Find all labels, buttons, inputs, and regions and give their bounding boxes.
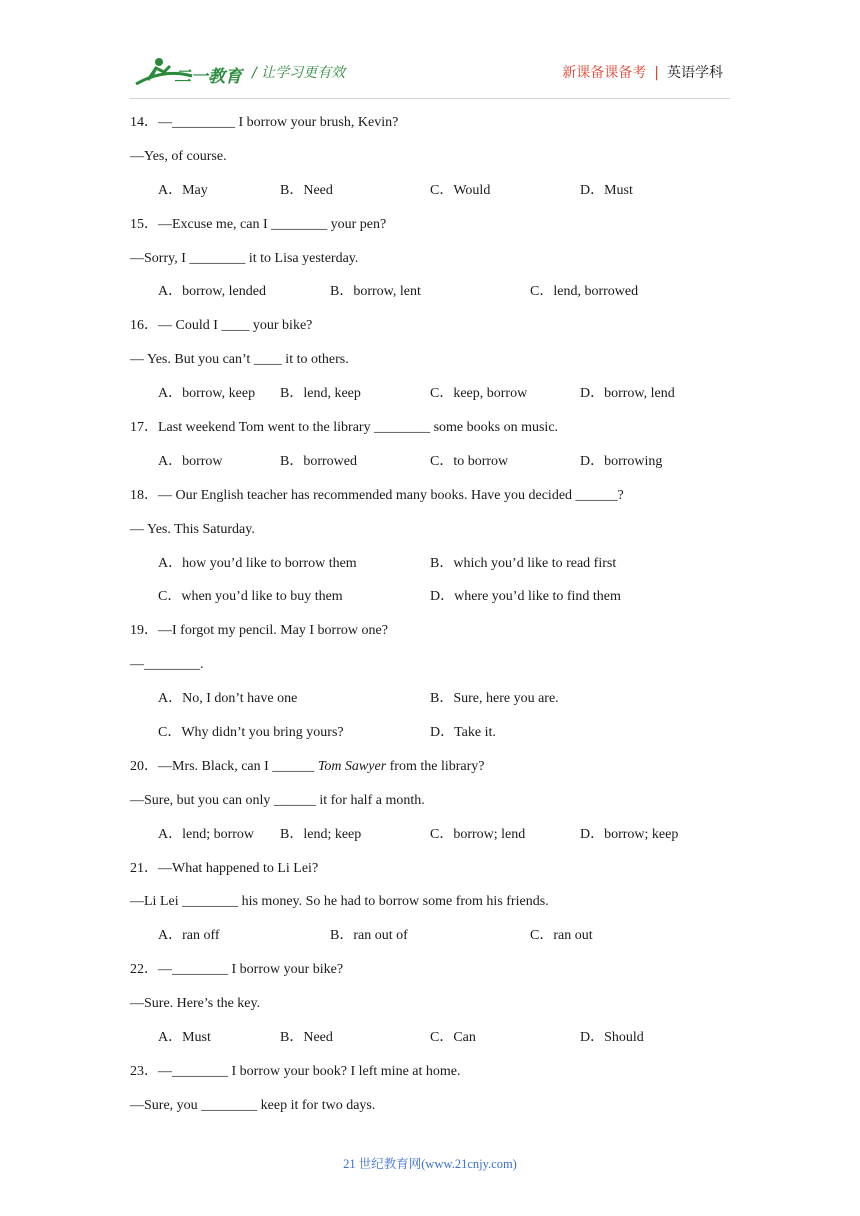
line-text: — Yes. But you can’t ____ it to others. [130,352,349,368]
question-item [130,418,730,486]
logo-icon [134,54,244,90]
line-text: —Sorry, I ________ it to Lisa yesterday. [130,250,359,266]
line-text: 14．—_________ I borrow your brush, Kevin? [130,115,399,130]
answer-option[interactable]: D．borrow, lend [580,386,675,402]
answer-option[interactable]: B．ran out of [330,928,408,944]
answer-option[interactable]: C．ran out [530,928,593,944]
line-text: 20．—Mrs. Black, can I ______ [130,758,318,774]
option-row [130,825,730,859]
answer-option[interactable]: C．lend, borrowed [530,284,639,300]
line-text: 16．— Could I ____ your bike? [130,318,313,334]
option-row [130,1028,730,1062]
question-item [130,215,730,317]
header-separator: | [654,65,659,81]
answer-option[interactable]: C．to borrow [430,453,509,469]
answer-option[interactable]: B．borrow, lent [330,284,421,300]
answer-option[interactable]: C．Can [430,1030,476,1046]
page-footer: 21 世纪教育网(www.21cnjy.com) [343,1157,517,1171]
line-text: 23．—________ I borrow your book? I left mine at home. [130,1063,461,1079]
question-item [130,113,730,215]
question-list [130,113,730,1130]
answer-option[interactable]: A．Must [158,1030,211,1046]
line-text: — Yes. This Saturday. [130,521,255,537]
answer-option[interactable]: B．Sure, here you are. [430,691,559,707]
option-row [130,723,730,757]
question-stem [130,486,730,520]
line-text: —Sure. Here’s the key. [130,996,261,1012]
question-stem [130,418,730,452]
line-text: 15．—Excuse me, can I ________ your pen? [130,216,387,232]
book-title: Tom Sawyer [317,758,387,774]
header-course: 新课备课备考 [562,65,647,81]
answer-option[interactable]: B．borrowed [280,453,357,469]
answer-option[interactable]: A．borrow [158,453,223,469]
line-text: —Yes, of course. [130,148,227,164]
option-row [130,384,730,418]
question-item [130,859,730,961]
question-stem [130,113,730,147]
line-tail: from the library? [386,758,485,774]
answer-option[interactable]: B．Need [280,182,333,198]
page-header [0,0,860,100]
line-text: —Li Lei ________ his money. So he had to borrow some from his friends. [130,894,549,910]
question-stem [130,1062,730,1096]
line-text: 22．—________ I borrow your bike? [130,962,344,978]
header-rule [130,98,730,99]
line-text: 17．Last weekend Tom went to the library ________ some books on music. [130,420,559,436]
question-stem [130,757,730,791]
option-row [130,926,730,960]
answer-option[interactable]: C．borrow; lend [430,826,526,842]
answer-option[interactable]: B．which you’d like to read first [430,555,617,571]
question-item [130,621,730,757]
question-reply [130,249,730,283]
question-reply [130,1096,730,1130]
option-row [130,282,730,316]
answer-option[interactable]: C．when you’d like to buy them [158,589,343,605]
option-row [130,181,730,215]
line-text: 18．— Our English teacher has recommended many books. Have you decided ______? [130,487,624,503]
question-stem [130,621,730,655]
answer-option[interactable]: D．borrowing [580,453,663,469]
question-item [130,757,730,859]
header-subject-name: 英语学科 [667,65,723,81]
question-reply [130,892,730,926]
line-text: 21．—What happened to Li Lei? [130,860,319,876]
answer-option[interactable]: C．keep, borrow [430,386,528,402]
answer-option[interactable]: D．borrow; keep [580,826,679,842]
question-reply [130,655,730,689]
question-stem [130,960,730,994]
option-row [130,689,730,723]
answer-option[interactable]: A．how you’d like to borrow them [158,555,357,571]
answer-option[interactable]: D．Take it. [430,725,496,741]
answer-option[interactable]: D．where you’d like to find them [430,589,621,605]
question-reply [130,147,730,181]
question-stem [130,316,730,350]
answer-option[interactable]: A．ran off [158,928,220,944]
answer-option[interactable]: D．Should [580,1030,644,1046]
question-item [130,316,730,418]
question-stem [130,215,730,249]
answer-option[interactable]: C．Why didn’t you bring yours? [158,725,344,741]
answer-option[interactable]: D．Must [580,182,633,198]
option-row [130,554,730,588]
option-row [130,587,730,621]
answer-option[interactable]: A．lend; borrow [158,826,255,842]
answer-option[interactable]: B．lend; keep [280,826,362,842]
question-reply [130,791,730,825]
answer-option[interactable]: B．lend, keep [280,386,361,402]
answer-option[interactable]: A．No, I don’t have one [158,691,298,707]
line-text: —Sure, you ________ keep it for two days. [130,1097,376,1113]
question-stem [130,859,730,893]
logo-text: 二一教育 [174,67,242,87]
answer-option[interactable]: A．borrow, lended [158,284,266,300]
line-text: 19．—I forgot my pencil. May I borrow one? [130,623,388,639]
question-reply [130,520,730,554]
header-subject [562,62,723,82]
answer-option[interactable]: C．Would [430,182,491,198]
option-row [130,452,730,486]
question-reply [130,350,730,384]
answer-option[interactable]: A．borrow, keep [158,386,256,402]
question-item [130,486,730,622]
line-text: —________. [130,657,204,673]
question-item [130,960,730,1062]
question-item [130,1062,730,1130]
line-text: —Sure, but you can only ______ it for half a month. [130,792,425,808]
answer-option[interactable]: A．May [158,182,208,198]
answer-option[interactable]: B．Need [280,1030,333,1046]
slogan: / 让学习更有效 [252,65,346,81]
question-reply [130,994,730,1028]
